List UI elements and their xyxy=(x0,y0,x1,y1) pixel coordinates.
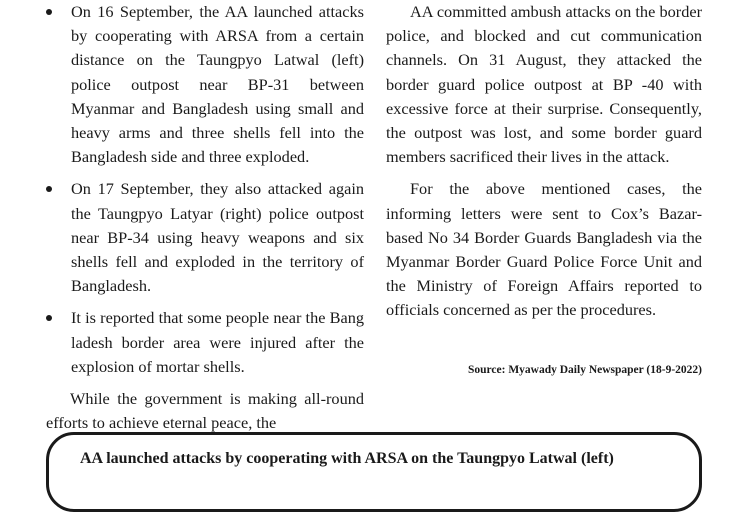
bullet-text: It is reported that some people near the Bang ladesh border area were injured after the explosion of mortar shells. xyxy=(71,308,364,376)
bullet-dot-icon xyxy=(46,186,52,192)
bullet-item xyxy=(46,306,364,379)
bullet-text: On 17 September, they also attacked again the Taungpyo Latyar (right) police outpost near BP-34 using heavy weapons and six shells fell and exploded in the territory of Bangladesh. xyxy=(71,179,364,296)
callout-box xyxy=(46,432,702,512)
paragraph-letters: For the above mentioned cases, the informing letters were sent to Cox’s Bazar-based No 34 Border Guards Bangladesh via the Myanmar Border Guard Police Force Unit and the Ministry of Foreign Affairs reported to officials concerned as per the procedures. xyxy=(386,179,702,320)
left-column xyxy=(46,0,364,443)
callout-text: AA launched attacks by cooperating with ARSA on the Taungpyo Latwal (left) xyxy=(80,450,614,467)
bullet-item xyxy=(46,177,364,298)
bullet-dot-icon xyxy=(46,9,52,15)
bullet-dot-icon xyxy=(46,315,52,321)
source-citation: Source: Myawady Daily Newspaper (18-9-2022) xyxy=(467,364,702,376)
bullet-item xyxy=(46,0,364,169)
right-column xyxy=(386,0,702,331)
bullet-list xyxy=(46,0,364,379)
closing-paragraph: While the government is making all-round efforts to achieve eternal peace, the xyxy=(46,389,364,433)
bullet-text: On 16 September, the AA launched attacks by cooperating with ARSA from a certain distance on the Taungpyo Latwal (left) police outpost near BP-31 between Myanmar and Bangladesh using small and heavy arms and three shells fell into the Bangladesh side and three exploded. xyxy=(71,2,364,167)
paragraph-ambush: AA committed ambush attacks on the border police, and blocked and cut communication channels. On 31 August, they attacked the border guard police outpost at BP -40 with excessive force at their surprise. Consequently, the outpost was lost, and some border guard members sacrificed their lives in the attack. xyxy=(386,2,702,167)
